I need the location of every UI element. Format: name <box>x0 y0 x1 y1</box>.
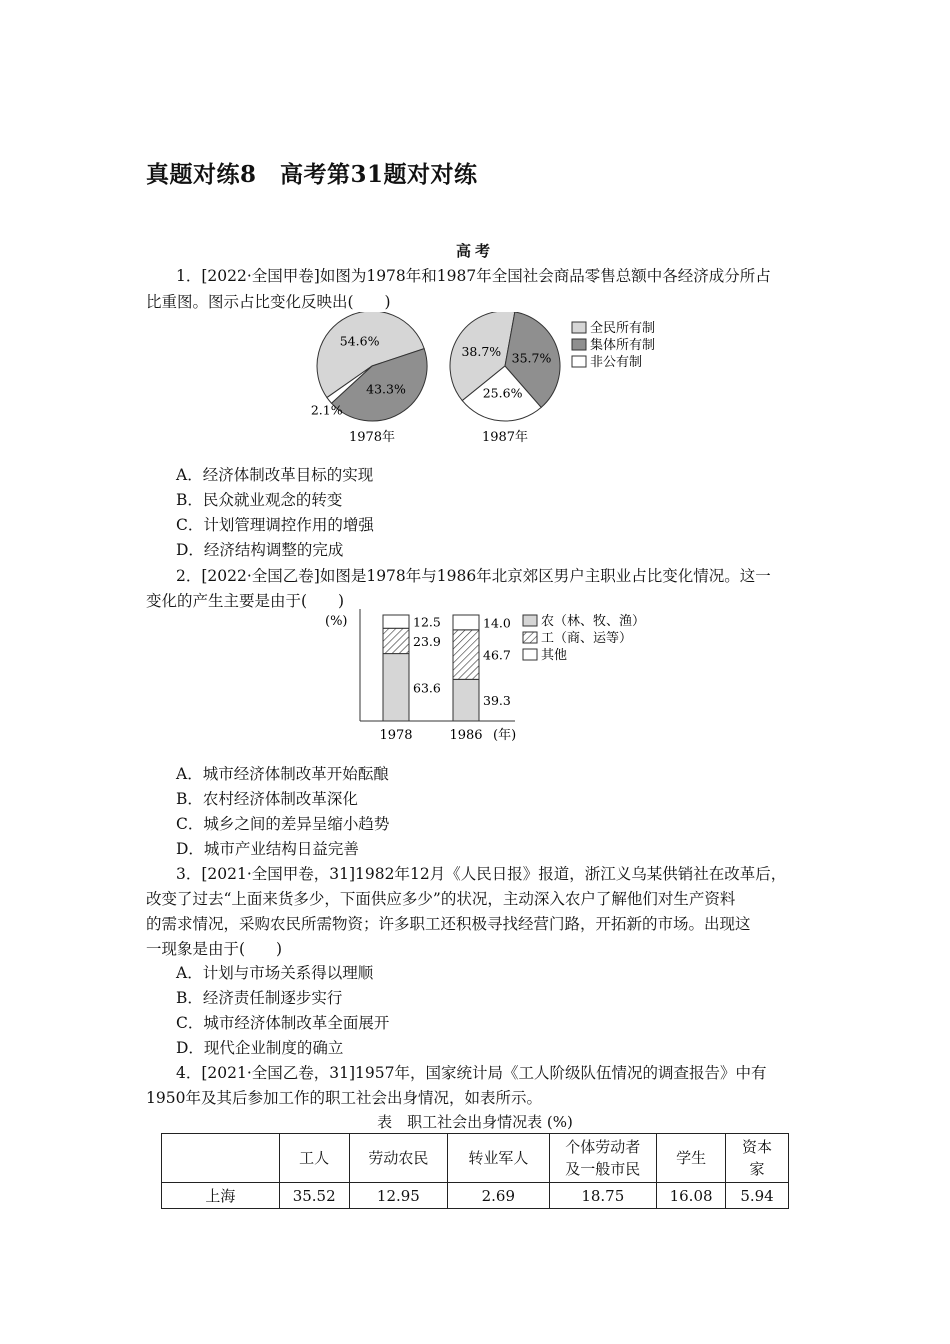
legend-swatch <box>572 356 586 367</box>
table-cell: 上海 <box>162 1183 280 1209</box>
bar-value-label: 23.9 <box>413 633 441 649</box>
q3-option-d[interactable]: D．现代企业制度的确立 <box>176 1039 344 1057</box>
q2-option-c[interactable]: C．城乡之间的差异呈缩小趋势 <box>176 815 390 833</box>
q3-stem-line4: 一现象是由于( ) <box>146 940 283 958</box>
table-cell: 12.95 <box>349 1183 447 1209</box>
q2-option-d[interactable]: D．城市产业结构日益完善 <box>176 840 359 858</box>
page-title: 真题对练8 高考第31题对对练 <box>146 161 478 188</box>
table-cell: 5.94 <box>726 1183 789 1209</box>
legend-swatch <box>523 632 537 643</box>
table-header-cell: 学生 <box>657 1134 726 1183</box>
x-tick-label: 1986 <box>449 728 483 743</box>
bar-segment <box>383 654 409 721</box>
table-header-row <box>162 1134 789 1183</box>
pie-year-label: 1978年 <box>348 430 396 445</box>
table-header-cell <box>162 1134 280 1183</box>
bar-segment <box>453 630 479 679</box>
pie-value-label: 38.7% <box>461 344 502 359</box>
bar-plot <box>325 609 645 743</box>
legend-label: 非公有制 <box>590 355 643 370</box>
q1-stem-line1: 1．[2022·全国甲卷]如图为1978年和1987年全国社会商品零售总额中各经济成分所占 <box>176 267 771 285</box>
table-cell: 2.69 <box>448 1183 549 1209</box>
pie-value-label: 25.6% <box>482 385 523 401</box>
q3-stem-line2: 改变了过去“上面来货多少，下面供应多少”的状况，主动深入农户了解他们对生产资料 <box>146 890 736 908</box>
legend-label: 全民所有制 <box>590 321 656 336</box>
pie-value-label: 2.1% <box>310 402 343 418</box>
legend-swatch <box>523 649 537 660</box>
table-row <box>162 1183 789 1209</box>
legend-swatch <box>572 322 586 333</box>
table-cell: 16.08 <box>657 1183 726 1209</box>
q1-stem-line2: 比重图。图示占比变化反映出( ) <box>146 293 391 311</box>
table-header-cell: 劳动农民 <box>349 1134 447 1183</box>
x-axis-label: (年) <box>493 728 517 743</box>
q1-option-b[interactable]: B．民众就业观念的转变 <box>176 491 343 509</box>
bar-segment <box>383 615 409 628</box>
bar-segment <box>453 615 479 630</box>
q3-option-c[interactable]: C．城市经济体制改革全面展开 <box>176 1014 390 1032</box>
legend-label: 其他 <box>541 648 568 663</box>
origin-table <box>161 1133 789 1209</box>
q3-option-a[interactable]: A．计划与市场关系得以理顺 <box>176 964 374 982</box>
pie-legend <box>572 320 655 370</box>
x-tick-label: 1978 <box>379 728 413 743</box>
q2-option-a[interactable]: A．城市经济体制改革开始酝酿 <box>176 765 389 783</box>
y-axis-label: (%) <box>325 614 348 629</box>
bar-value-label: 63.6 <box>413 680 441 696</box>
table-header-cell: 资本 家 <box>726 1134 789 1183</box>
pie-value-label: 54.6% <box>339 333 380 349</box>
q1-option-d[interactable]: D．经济结构调整的完成 <box>176 541 344 559</box>
q4-stem-line2: 1950年及其后参加工作的职工社会出身情况，如表所示。 <box>146 1089 542 1107</box>
q2-stem-line2: 变化的产生主要是由于( ) <box>146 592 345 610</box>
bar-segment <box>383 628 409 653</box>
q3-stem-line1: 3．[2021·全国甲卷，31]1982年12月《人民日报》报道，浙江义乌某供销社在改革后， <box>176 865 787 883</box>
section-heading: 高考 <box>455 242 494 260</box>
pie-chart <box>310 312 710 452</box>
stacked-bar-chart <box>325 607 655 747</box>
legend-swatch <box>572 339 586 350</box>
table-header-cell: 工人 <box>279 1134 349 1183</box>
q4-stem-line1: 4．[2021·全国乙卷，31]1957年，国家统计局《工人阶级队伍情况的调查报告》中有 <box>176 1064 767 1082</box>
pie-1987 <box>450 312 560 445</box>
pie-year-label: 1987年 <box>481 430 529 445</box>
bar-value-label: 14.0 <box>483 615 511 631</box>
q2-option-b[interactable]: B．农村经济体制改革深化 <box>176 790 358 808</box>
table-header-cell: 个体劳动者 及一般市民 <box>549 1134 657 1183</box>
bar-value-label: 12.5 <box>413 614 441 630</box>
legend-label: 工（商、运等） <box>541 631 633 646</box>
q3-stem-line3: 的需求情况，采购农民所需物资；许多职工还积极寻找经营门路，开拓新的市场。出现这 <box>146 915 751 933</box>
bar-segment <box>453 679 479 721</box>
pie-value-label: 35.7% <box>511 350 552 366</box>
q1-option-c[interactable]: C．计划管理调控作用的增强 <box>176 516 374 534</box>
q3-option-b[interactable]: B．经济责任制逐步实行 <box>176 989 343 1007</box>
q1-option-a[interactable]: A．经济体制改革目标的实现 <box>176 466 374 484</box>
table-caption: 表 职工社会出身情况表 (%) <box>377 1113 573 1131</box>
table-cell: 35.52 <box>279 1183 349 1209</box>
table-cell: 18.75 <box>549 1183 657 1209</box>
bar-value-label: 46.7 <box>483 647 511 663</box>
q2-stem-line1: 2．[2022·全国乙卷]如图是1978年与1986年北京郊区男户主职业占比变化情况。这一 <box>176 567 771 585</box>
table-header-cell: 转业军人 <box>448 1134 549 1183</box>
bar-value-label: 39.3 <box>483 693 511 709</box>
legend-swatch <box>523 615 537 626</box>
pie-1978 <box>311 312 427 445</box>
legend-label: 集体所有制 <box>590 338 656 353</box>
pie-value-label: 43.3% <box>366 381 406 397</box>
legend-label: 农（林、牧、渔） <box>541 614 646 629</box>
